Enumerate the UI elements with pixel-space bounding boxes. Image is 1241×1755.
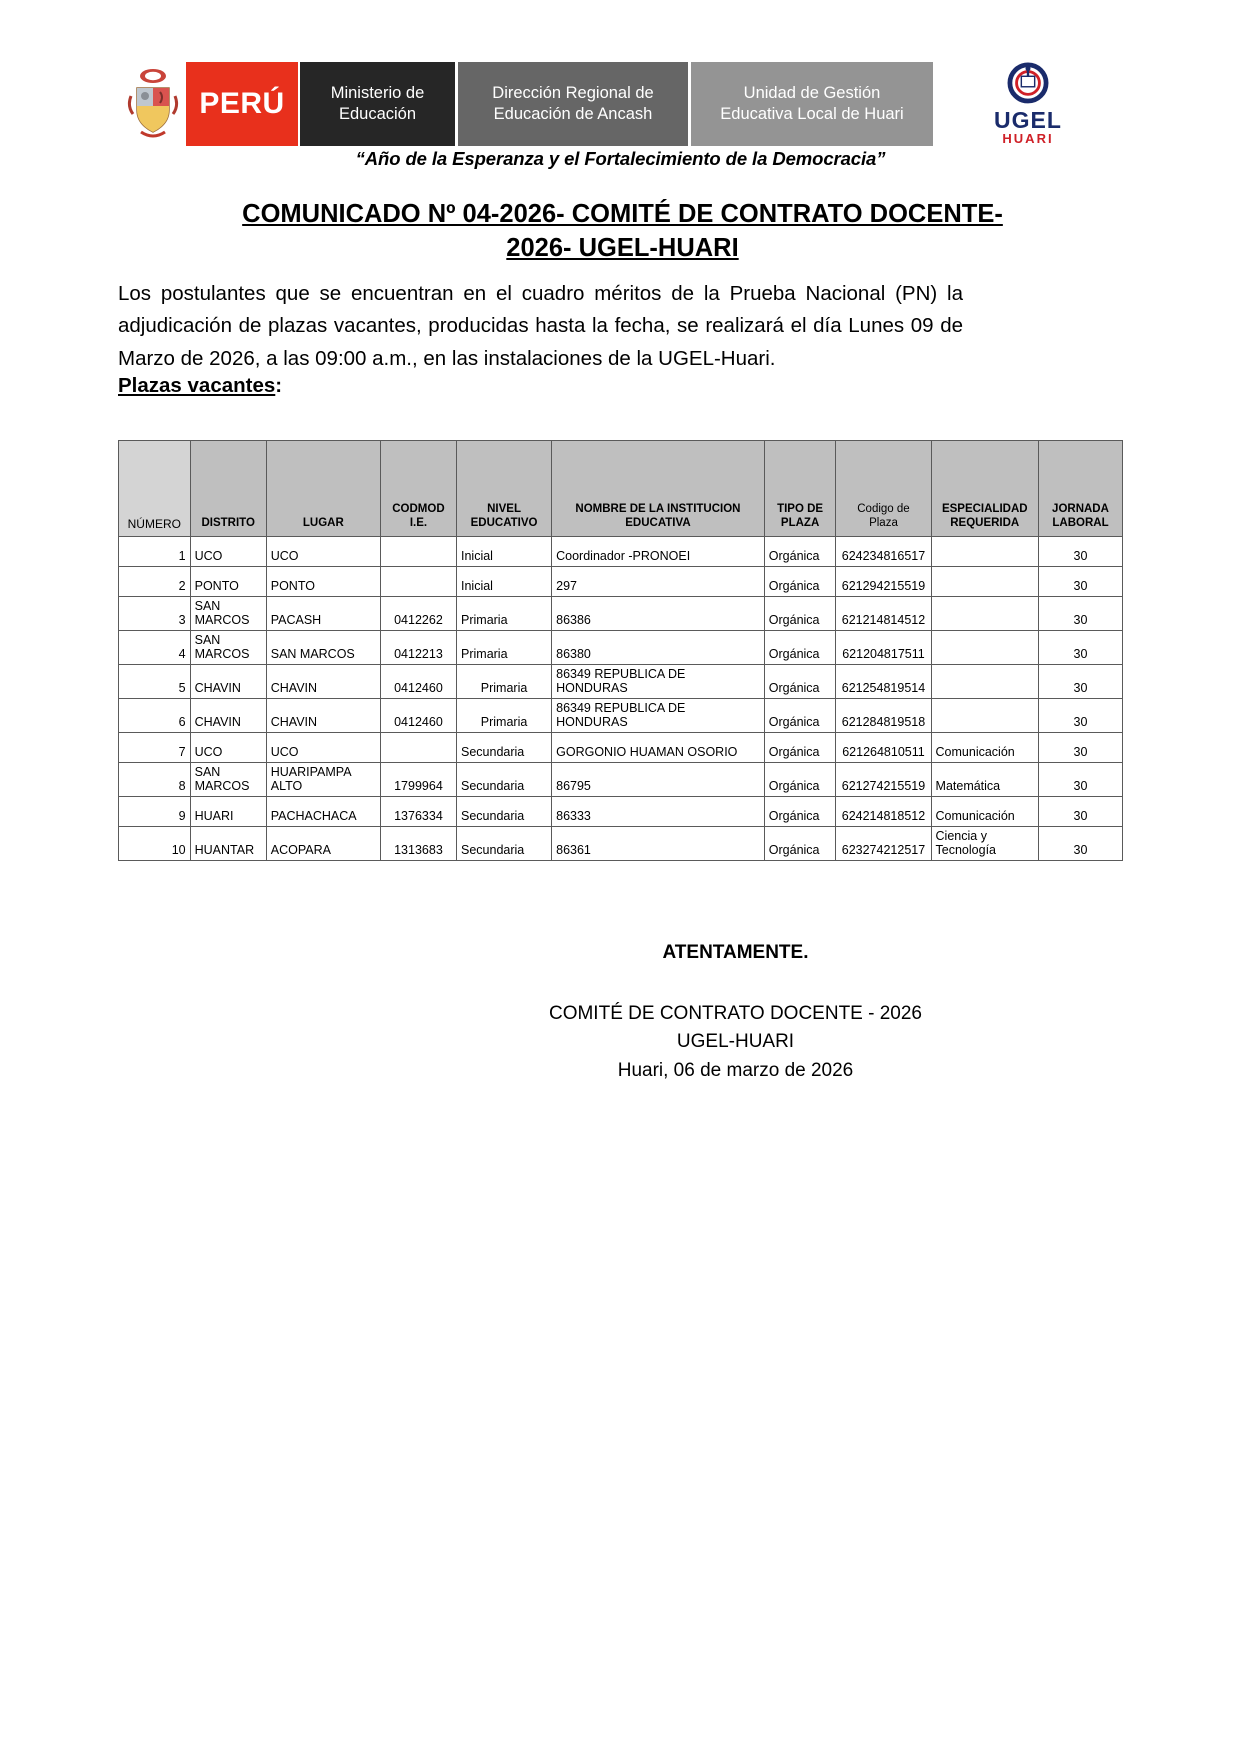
regional-line-1: Dirección Regional de	[492, 84, 654, 103]
column-header-nombre-institucion	[552, 441, 765, 537]
cell-nivel: Primaria	[457, 665, 552, 699]
peru-coat-of-arms-icon	[120, 62, 186, 146]
cell-codigo-plaza: 624214818512	[836, 797, 931, 827]
table-row	[119, 567, 1123, 597]
table-row	[119, 631, 1123, 665]
cell-tipo-plaza: Orgánica	[764, 665, 836, 699]
cell-jornada: 30	[1038, 665, 1122, 699]
cell-codigo-plaza: 623274212517	[836, 827, 931, 861]
cell-nombre: GORGONIO HUAMAN OSORIO	[552, 733, 765, 763]
cell-tipo-plaza: Orgánica	[764, 537, 836, 567]
ministry-block	[300, 62, 455, 146]
column-header-lugar-line-1: LUGAR	[302, 517, 344, 530]
column-header-tipo-plaza	[764, 441, 836, 537]
cell-numero: 5	[119, 665, 191, 699]
cell-codigo-plaza: 621294215519	[836, 567, 931, 597]
cell-lugar: PACASH	[266, 597, 380, 631]
cell-tipo-plaza: Orgánica	[764, 797, 836, 827]
column-header-nivel-educativo	[457, 441, 552, 537]
cell-codigo-plaza: 624234816517	[836, 537, 931, 567]
cell-especialidad	[931, 567, 1038, 597]
cell-nombre: 86333	[552, 797, 765, 827]
page-title-line-2: 2026- UGEL-HUARI	[506, 233, 739, 262]
cell-tipo-plaza: Orgánica	[764, 733, 836, 763]
column-header-tipo-line-2: PLAZA	[780, 517, 820, 530]
cell-nombre: 86361	[552, 827, 765, 861]
page-title-line-1: COMUNICADO Nº 04-2026- COMITÉ DE CONTRATO DOCENTE-	[242, 200, 1003, 228]
cell-nivel: Secundaria	[457, 827, 552, 861]
cell-especialidad	[931, 665, 1038, 699]
cell-numero: 4	[119, 631, 191, 665]
cell-lugar: UCO	[266, 733, 380, 763]
cell-tipo-plaza: Orgánica	[764, 567, 836, 597]
column-header-codmod-line-2: I.E.	[409, 517, 428, 530]
vacancies-subtitle	[118, 374, 282, 398]
page-title	[100, 198, 1145, 265]
signature-date: Huari, 06 de marzo de 2026	[617, 1060, 854, 1081]
cell-distrito: SAN MARCOS	[190, 763, 266, 797]
cell-distrito: HUANTAR	[190, 827, 266, 861]
column-header-nivel-line-1: NIVEL	[487, 503, 521, 516]
cell-nivel: Inicial	[457, 567, 552, 597]
cell-jornada: 30	[1038, 567, 1122, 597]
cell-lugar: SAN MARCOS	[266, 631, 380, 665]
column-header-jornada-laboral	[1038, 441, 1122, 537]
column-header-codigo-line-2: Plaza	[869, 517, 898, 530]
cell-numero: 1	[119, 537, 191, 567]
cell-codigo-plaza: 621204817511	[836, 631, 931, 665]
cell-codmod: 0412460	[380, 665, 456, 699]
cell-especialidad: Matemática	[931, 763, 1038, 797]
cell-codigo-plaza: 621214814512	[836, 597, 931, 631]
cell-especialidad	[931, 699, 1038, 733]
cell-jornada: 30	[1038, 827, 1122, 861]
cell-distrito: UCO	[190, 537, 266, 567]
cell-codmod: 1313683	[380, 827, 456, 861]
cell-tipo-plaza: Orgánica	[764, 827, 836, 861]
cell-codmod: 1376334	[380, 797, 456, 827]
column-header-lugar	[266, 441, 380, 537]
ugel-logo-word: UGEL	[994, 106, 1062, 133]
signature-committee-line-2: UGEL-HUARI	[676, 1030, 795, 1052]
cell-distrito: SAN MARCOS	[190, 631, 266, 665]
cell-nivel: Inicial	[457, 537, 552, 567]
table-row	[119, 827, 1123, 861]
column-header-especialidad	[931, 441, 1038, 537]
cell-especialidad: Comunicación	[931, 797, 1038, 827]
cell-jornada: 30	[1038, 699, 1122, 733]
cell-tipo-plaza: Orgánica	[764, 763, 836, 797]
column-header-codigo-line-1: Codigo de	[857, 503, 910, 516]
cell-nivel: Secundaria	[457, 797, 552, 827]
column-header-jornada-line-1: JORNADA	[1052, 503, 1109, 516]
regional-direction-block	[458, 62, 688, 146]
vacancies-subtitle-colon: :	[275, 374, 283, 397]
cell-tipo-plaza: Orgánica	[764, 631, 836, 665]
cell-codigo-plaza: 621264810511	[836, 733, 931, 763]
column-header-especialidad-line-1: ESPECIALIDAD	[941, 503, 1028, 516]
column-header-numero-line-1: NÚMERO	[127, 516, 181, 531]
cell-nombre: 86386	[552, 597, 765, 631]
year-motto: “Año de la Esperanza y el Fortalecimiento de la Democracia”	[355, 148, 886, 169]
cell-tipo-plaza: Orgánica	[764, 597, 836, 631]
cell-especialidad	[931, 597, 1038, 631]
table-header-row	[119, 441, 1123, 537]
table-row	[119, 733, 1123, 763]
table-row	[119, 597, 1123, 631]
cell-tipo-plaza: Orgánica	[764, 699, 836, 733]
cell-nombre: 86795	[552, 763, 765, 797]
cell-lugar: CHAVIN	[266, 665, 380, 699]
cell-numero: 10	[119, 827, 191, 861]
column-header-distrito-line-1: DISTRITO	[201, 517, 255, 530]
cell-lugar: UCO	[266, 537, 380, 567]
table-row	[119, 797, 1123, 827]
vacancies-table	[118, 440, 1123, 861]
column-header-tipo-line-1: TIPO DE	[777, 503, 824, 516]
cell-especialidad: Comunicación	[931, 733, 1038, 763]
cell-nivel: Primaria	[457, 597, 552, 631]
cell-distrito: CHAVIN	[190, 699, 266, 733]
cell-numero: 3	[119, 597, 191, 631]
cell-nivel: Secundaria	[457, 763, 552, 797]
ugel-line-2: Educativa Local de Huari	[720, 105, 904, 123]
cell-nombre: 86349 REPUBLICA DE HONDURAS	[552, 699, 765, 733]
signature-committee	[0, 1000, 1241, 1055]
cell-numero: 7	[119, 733, 191, 763]
announcement-paragraph: Los postulantes que se encuentran en el cuadro méritos de la Prueba Nacional (PN) la adjudicación de plazas vacantes, producidas hasta la fecha, se realizará el día Lunes 09 de Marzo de 2026, a las 09:00 a.m., en las instalaciones de la UGEL-Huari.	[118, 282, 963, 370]
cell-numero: 6	[119, 699, 191, 733]
cell-jornada: 30	[1038, 631, 1122, 665]
cell-lugar: PONTO	[266, 567, 380, 597]
ministry-line-1: Ministerio de	[330, 84, 425, 103]
cell-codigo-plaza: 621274215519	[836, 763, 931, 797]
ugel-huari-logo	[936, 62, 1120, 146]
cell-lugar: PACHACHACA	[266, 797, 380, 827]
peru-label: PERÚ	[186, 62, 298, 146]
ugel-emblem-icon	[999, 62, 1057, 108]
regional-line-2: Educación de Ancash	[493, 105, 653, 123]
vacancies-subtitle-label: Plazas vacantes	[118, 374, 276, 397]
cell-nombre: 86349 REPUBLICA DE HONDURAS	[552, 665, 765, 699]
cell-especialidad	[931, 537, 1038, 567]
cell-jornada: 30	[1038, 733, 1122, 763]
table-body	[119, 537, 1123, 861]
table-row	[119, 699, 1123, 733]
cell-codigo-plaza: 621254819514	[836, 665, 931, 699]
cell-distrito: SAN MARCOS	[190, 597, 266, 631]
cell-codmod: 0412213	[380, 631, 456, 665]
cell-codmod: 0412460	[380, 699, 456, 733]
column-header-distrito	[190, 441, 266, 537]
cell-codmod	[380, 733, 456, 763]
table-header	[119, 441, 1123, 537]
cell-jornada: 30	[1038, 797, 1122, 827]
column-header-jornada-line-2: LABORAL	[1052, 517, 1109, 530]
cell-codmod	[380, 567, 456, 597]
cell-jornada: 30	[1038, 597, 1122, 631]
ugel-logo-subword: HUARI	[1002, 130, 1054, 146]
cell-numero: 9	[119, 797, 191, 827]
column-header-codmod-line-1: CODMOD	[392, 503, 445, 516]
cell-especialidad: Ciencia y Tecnología	[931, 827, 1038, 861]
column-header-nombre-line-2: EDUCATIVA	[625, 517, 691, 530]
cell-distrito: PONTO	[190, 567, 266, 597]
column-header-codmod	[380, 441, 456, 537]
cell-codmod: 0412262	[380, 597, 456, 631]
signature-atentamente: ATENTAMENTE.	[662, 942, 809, 963]
cell-nivel: Primaria	[457, 631, 552, 665]
cell-lugar: HUARIPAMPA ALTO	[266, 763, 380, 797]
column-header-codigo-plaza	[836, 441, 931, 537]
ugel-line-1: Unidad de Gestión	[743, 84, 881, 103]
vacancies-table-container	[118, 440, 1123, 861]
cell-distrito: CHAVIN	[190, 665, 266, 699]
cell-codmod	[380, 537, 456, 567]
cell-distrito: HUARI	[190, 797, 266, 827]
ugel-unit-block	[691, 62, 933, 146]
cell-especialidad	[931, 631, 1038, 665]
cell-numero: 8	[119, 763, 191, 797]
cell-numero: 2	[119, 567, 191, 597]
institutional-header-banner	[120, 62, 1120, 146]
cell-jornada: 30	[1038, 763, 1122, 797]
table-row	[119, 763, 1123, 797]
table-row	[119, 537, 1123, 567]
column-header-numero	[119, 441, 191, 537]
cell-codigo-plaza: 621284819518	[836, 699, 931, 733]
cell-nivel: Secundaria	[457, 733, 552, 763]
cell-lugar: CHAVIN	[266, 699, 380, 733]
column-header-especialidad-line-2: REQUERIDA	[950, 517, 1020, 530]
signature-committee-line-1: COMITÉ DE CONTRATO DOCENTE - 2026	[548, 1003, 922, 1024]
cell-lugar: ACOPARA	[266, 827, 380, 861]
cell-codmod: 1799964	[380, 763, 456, 797]
column-header-nivel-line-2: EDUCATIVO	[470, 517, 538, 530]
cell-jornada: 30	[1038, 537, 1122, 567]
cell-nivel: Primaria	[457, 699, 552, 733]
cell-distrito: UCO	[190, 733, 266, 763]
table-row	[119, 665, 1123, 699]
cell-nombre: 297	[552, 567, 765, 597]
column-header-nombre-line-1: NOMBRE DE LA INSTITUCION	[575, 503, 741, 516]
cell-nombre: Coordinador -PRONOEI	[552, 537, 765, 567]
cell-nombre: 86380	[552, 631, 765, 665]
ministry-line-2: Educación	[338, 105, 417, 123]
